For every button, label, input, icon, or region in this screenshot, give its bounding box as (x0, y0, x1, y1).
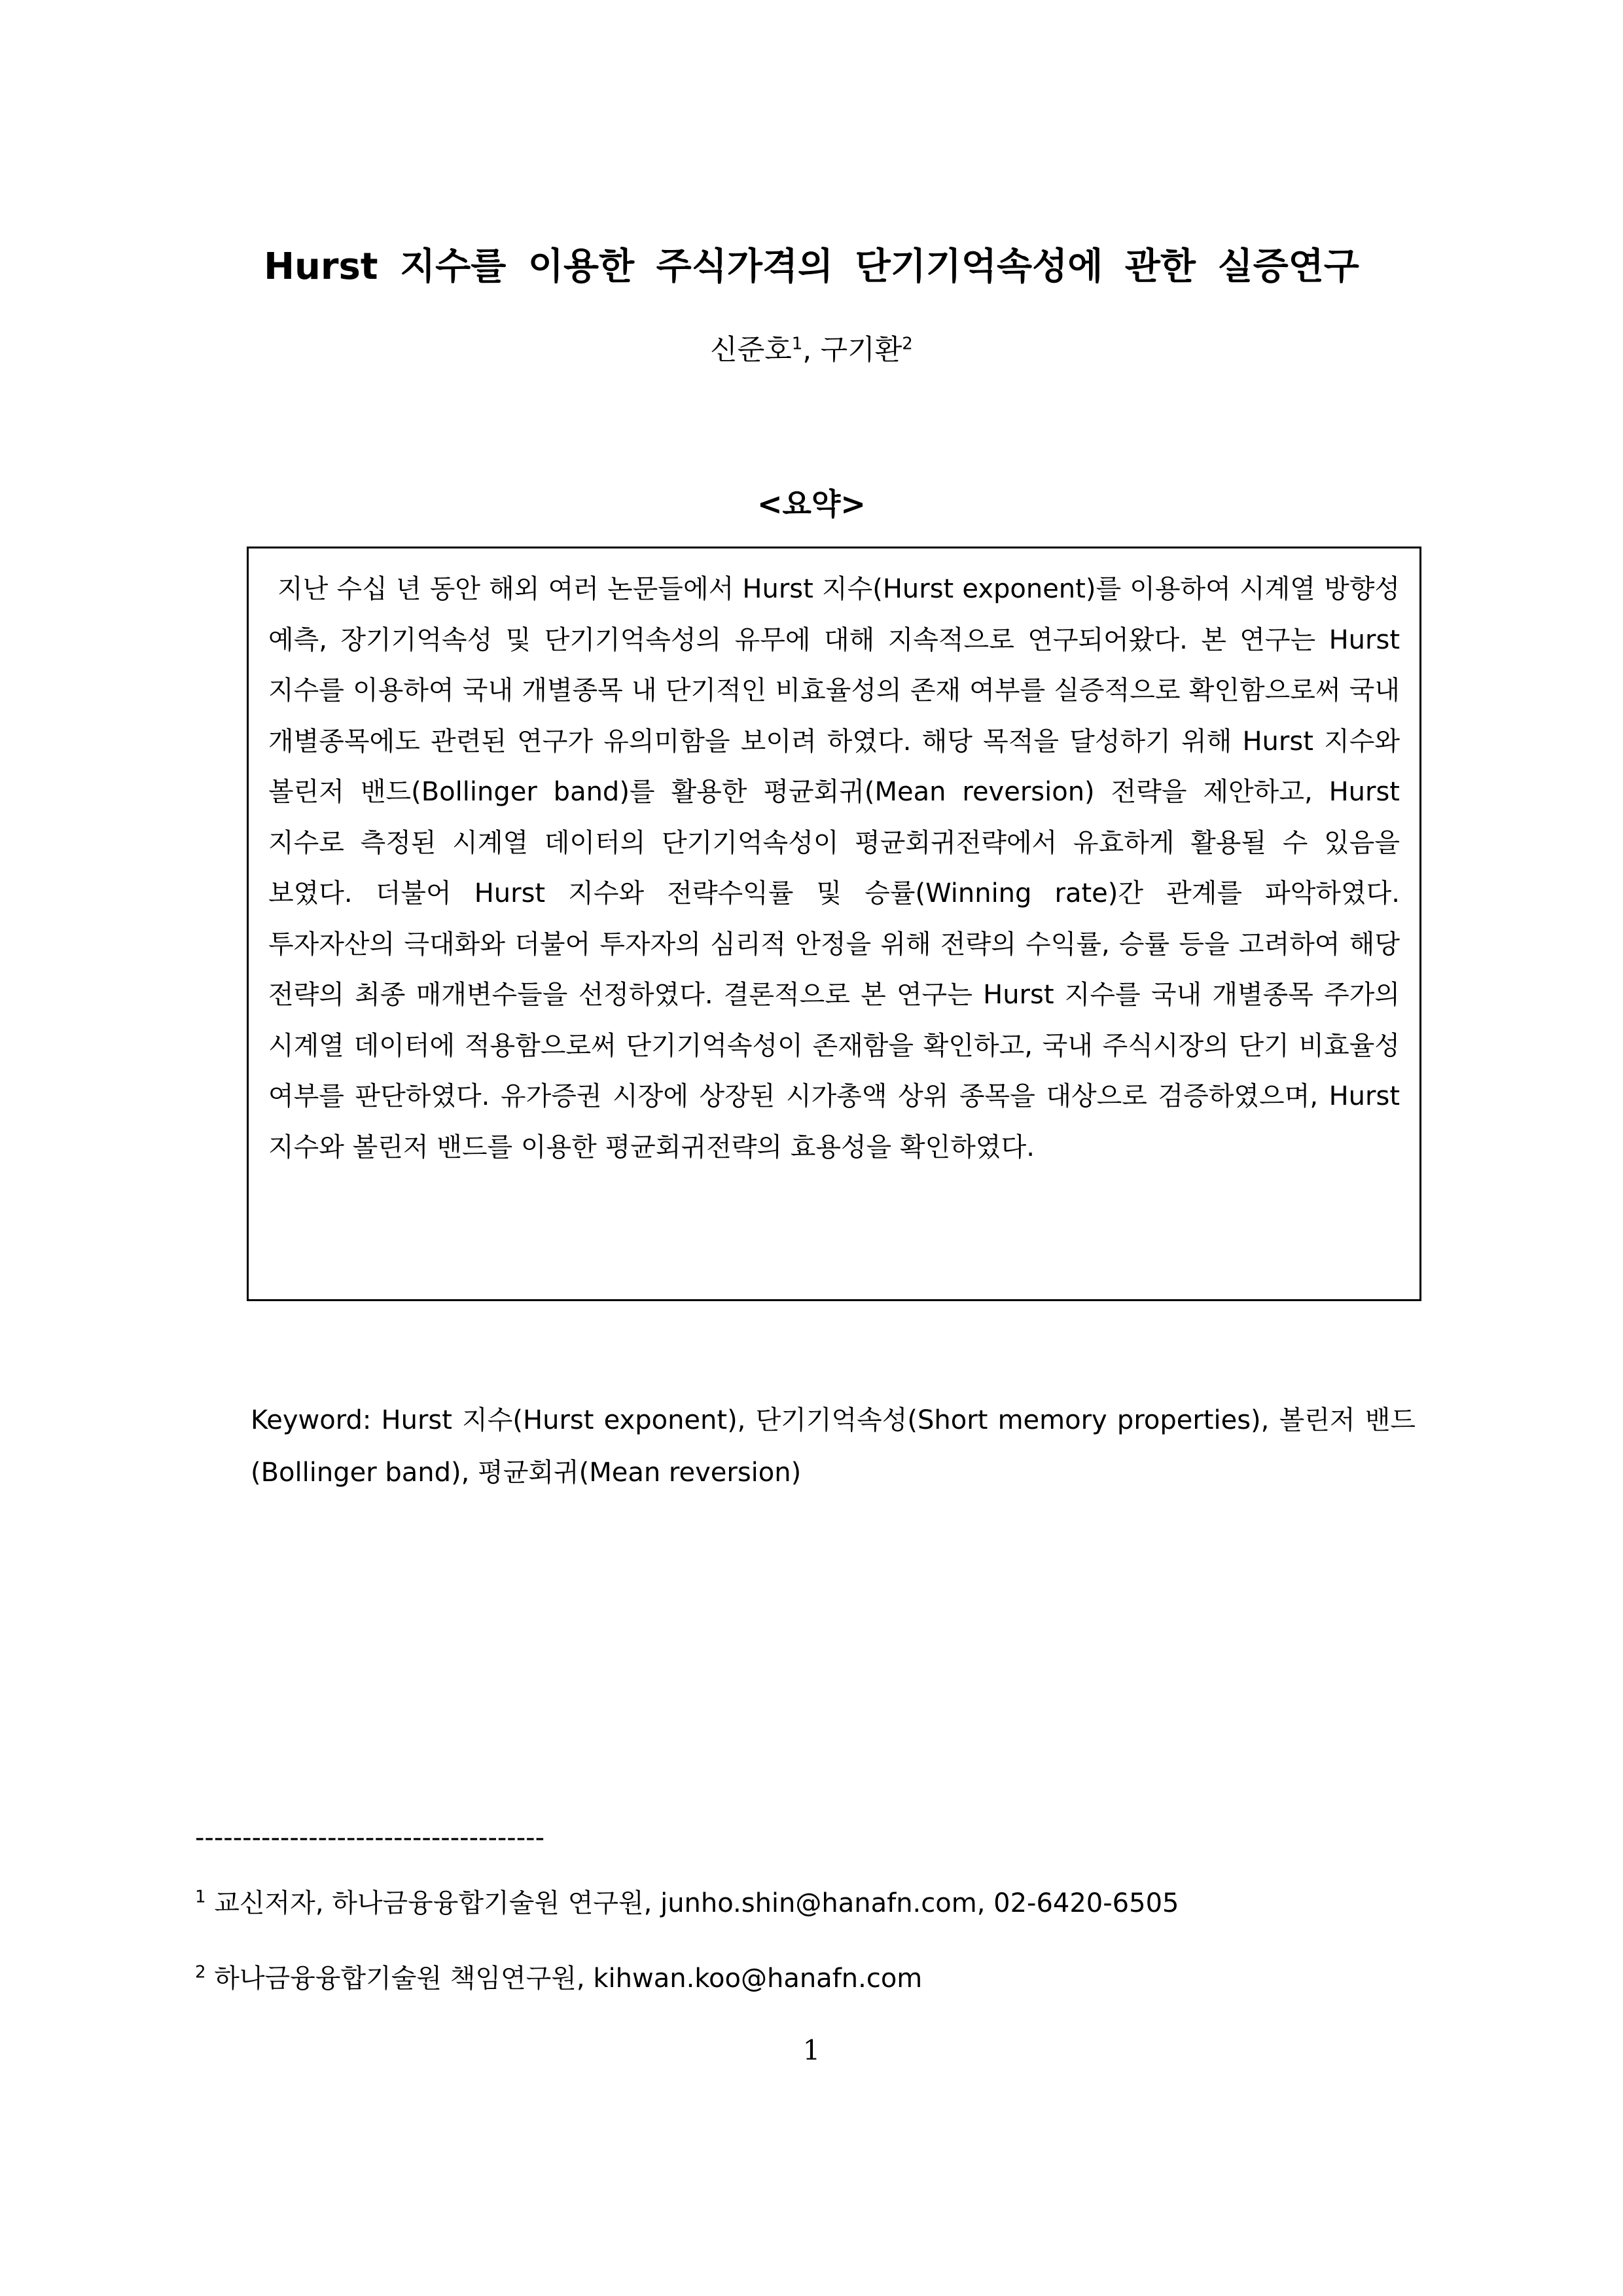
footnote-2-text: 하나금융융합기술원 책임연구원, kihwan.koo@hanafn.com (205, 1964, 923, 1994)
footnote-1-text: 교신저자, 하나금융융합기술원 연구원, junho.shin@hanafn.com, 02-6420-6505 (205, 1888, 1179, 1918)
footnote-divider: ------------------------------------- (195, 1823, 545, 1853)
footnote-1-mark: 1 (195, 1887, 206, 1907)
footnote-1 (195, 1885, 1179, 1922)
keywords: Keyword: Hurst 지수(Hurst exponent), 단기기억속성(Short memory properties), 볼린저 밴드(Bollinger band), 평균회귀(Mean reversion) (251, 1405, 1416, 1488)
abstract-text: 지난 수십 년 동안 해외 여러 논문들에서 Hurst 지수(Hurst exponent)를 이용하여 시계열 방향성 예측, 장기기억속성 및 단기기억속성의 유무에 대해 지속적으로 연구되어왔다. 본 연구는 Hurst 지수를 이용하여 국내 개별종목 내 단기적인 비효율성의 존재 여부를 실증적으로 확인함으로써 국내 개별종목에도 관련된 연구가 유의미함을 보이려 하였다. 해당 목적을 달성하기 위해 Hurst 지수와 볼린저 밴드(Bollinger band)를 활용한 평균회귀(Mean reversion) 전략을 제안하고, Hurst 지수로 측정된 시계열 데이터의 단기기억속성이 평균회귀전략에서 유효하게 활용될 수 있음을 보였다. 더불어 Hurst 지수와 전략수익률 및 승률(Winning rate)간 관계를 파악하였다. 투자자산의 극대화와 더불어 투자자의 심리적 안정을 위해 전략의 수익률, 승률 등을 고려하여 해당 전략의 최종 매개변수들을 선정하였다. 결론적으로 본 연구는 Hurst 지수를 국내 개별종목 주가의 시계열 데이터에 적용함으로써 단기기억속성이 존재함을 확인하고, 국내 주식시장의 단기 비효율성 여부를 판단하였다. 유가증권 시장에 상장된 시가총액 상위 종목을 대상으로 검증하였으며, Hurst 지수와 볼린저 밴드를 이용한 평균회귀전략의 효용성을 확인하였다. (268, 574, 1400, 1162)
abstract-heading: <요약> (757, 486, 866, 522)
abstract-box (247, 547, 1421, 1301)
footnote-2-mark: 2 (195, 1962, 206, 1982)
page-number: 1 (802, 2034, 821, 2066)
footnote-2 (195, 1960, 922, 1997)
author-2-name: 구기환 (820, 334, 902, 367)
author-2-footnote-mark: 2 (902, 334, 913, 354)
author-line (0, 331, 1623, 370)
author-separator: , (802, 334, 821, 367)
author-1-name: 신준호 (710, 334, 792, 367)
paper-title: Hurst 지수를 이용한 주식가격의 단기기억속성에 관한 실증연구 (264, 245, 1359, 288)
author-1-footnote-mark: 1 (791, 334, 803, 354)
